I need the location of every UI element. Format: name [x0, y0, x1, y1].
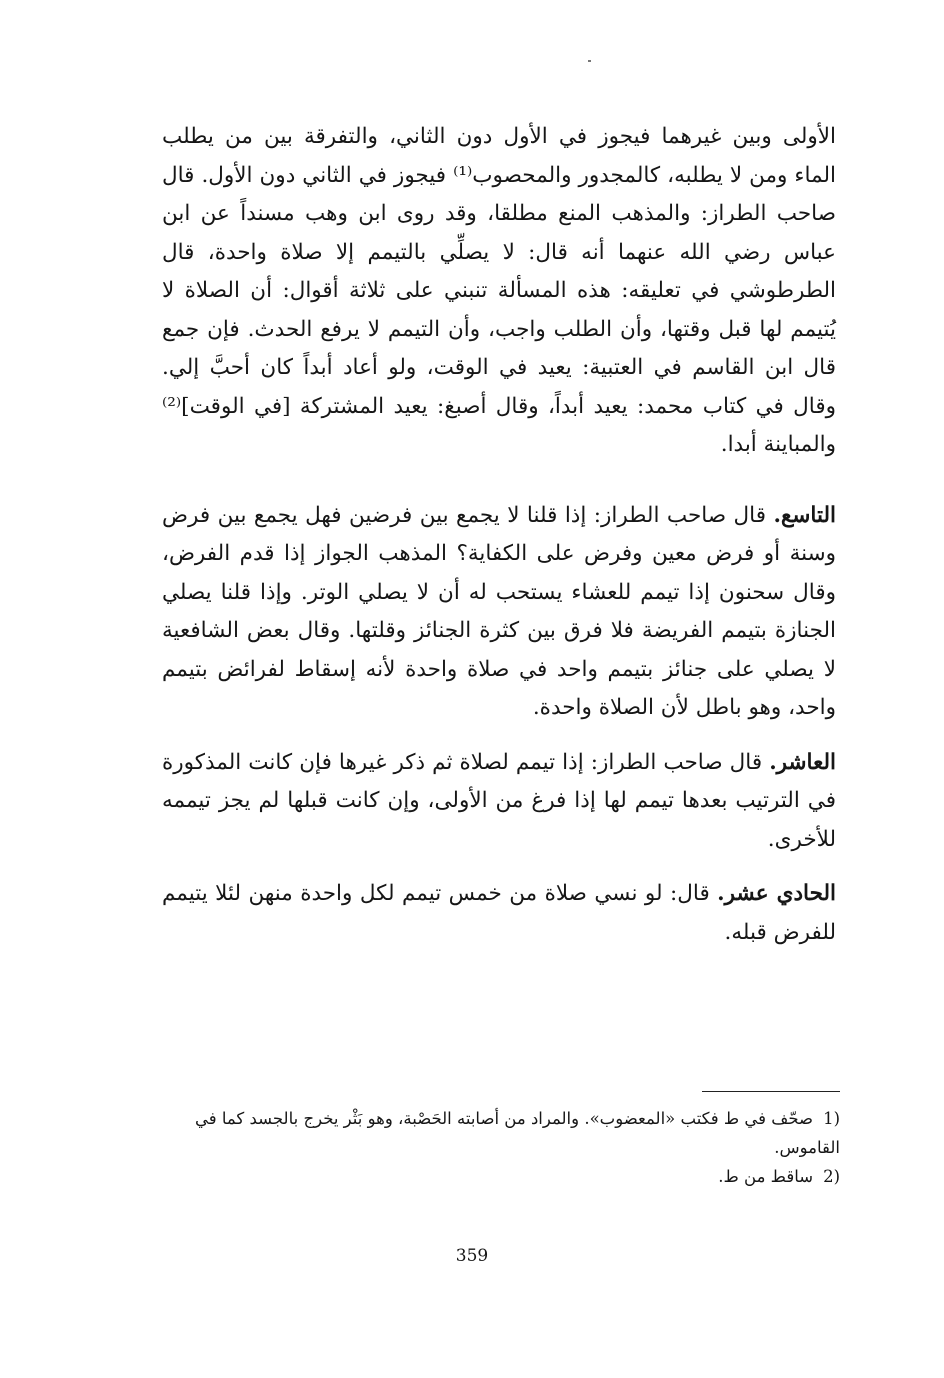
paragraph-continuation	[162, 118, 836, 465]
footnote-text: صحّف في ط فكتب «المعضوب». والمراد من أصابته الحَصْبة، وهو بَثْر يخرج بالجسد كما في القاموس.	[194, 1109, 840, 1157]
paragraph-ninth	[162, 497, 836, 728]
paragraph-text: الأولى وبين غيرهما فيجوز في الأول دون الثاني، والتفرقة بين من يطلب الماء ومن لا يطلبه، كالمجدور والمحصوب⁽¹⁾ فيجوز في الثاني دون الأول. قال صاحب الطراز: والمذهب المنع مطلقا، وقد روى ابن وهب مسنداً عن ابن عباس رضي الله عنهما أنه قال: لا يصلِّي بالتيمم إلا صلاة واحدة، قال الطرطوشي في تعليقه: هذه المسألة تنبني على ثلاثة أقوال: أن الصلاة لا يُتيمم لها قبل وقتها، وأن الطلب واجب، وأن التيمم لا يرفع الحدث. فإن جمع قال ابن القاسم في العتبية: يعيد في الوقت، ولو أعاد أبداً كان أحبَّ إلي. وقال في كتاب محمد: يعيد أبداً، وقال أصبغ: يعيد المشتركة [في الوقت]⁽²⁾ والمباينة أبدا.	[162, 124, 837, 457]
paragraph-heading: الحادي عشر.	[717, 881, 836, 906]
footnote-separator	[702, 1091, 840, 1092]
page-number: 359	[455, 1246, 489, 1266]
footnote-item	[160, 1104, 840, 1162]
paragraph-heading: التاسع.	[773, 502, 836, 528]
footnote-number: (1	[823, 1109, 840, 1128]
paragraph-heading: العاشر.	[769, 749, 836, 775]
paragraph-text: قال صاحب الطراز: إذا قلنا لا يجمع بين فرضين فهل يجمع بين فرض وسنة أو فرض معين وفرض على الكفاية؟ المذهب الجواز إذا قدم الفرض، وقال سحنون إذا تيمم للعشاء يستحب له أن لا يصلي الوتر. وإذا قلنا يصلي الجنازة بتيمم الفريضة فلا فرق بين كثرة الجنائز وقلتها. وقال بعض الشافعية لا يصلي على جنائز بتيمم واحد في صلاة واحدة لأنه إسقاط لفرائض بتيمم واحد، وهو باطل لأن الصلاة واحدة.	[162, 502, 836, 720]
paragraph-text: قال صاحب الطراز: إذا تيمم لصلاة ثم ذكر غيرها فإن كانت المذكورة في الترتيب بعدها تيمم لها إذا فرغ من الأولى، وإن كانت قبلها لم يجز تيممه للأخرى.	[162, 749, 836, 852]
footnote-text: ساقط من ط.	[718, 1167, 814, 1186]
footnotes	[160, 1104, 840, 1191]
scan-speck	[588, 60, 591, 62]
body-text	[162, 118, 836, 952]
paragraph-tenth	[162, 744, 836, 860]
footnote-item	[160, 1162, 840, 1191]
paragraph-text: قال: لو نسي صلاة من خمس تيمم لكل واحدة منهن لئلا يتيمم للفرض قبله.	[162, 881, 836, 945]
footnote-number: (2	[823, 1167, 840, 1186]
paragraph-eleventh	[162, 875, 836, 952]
